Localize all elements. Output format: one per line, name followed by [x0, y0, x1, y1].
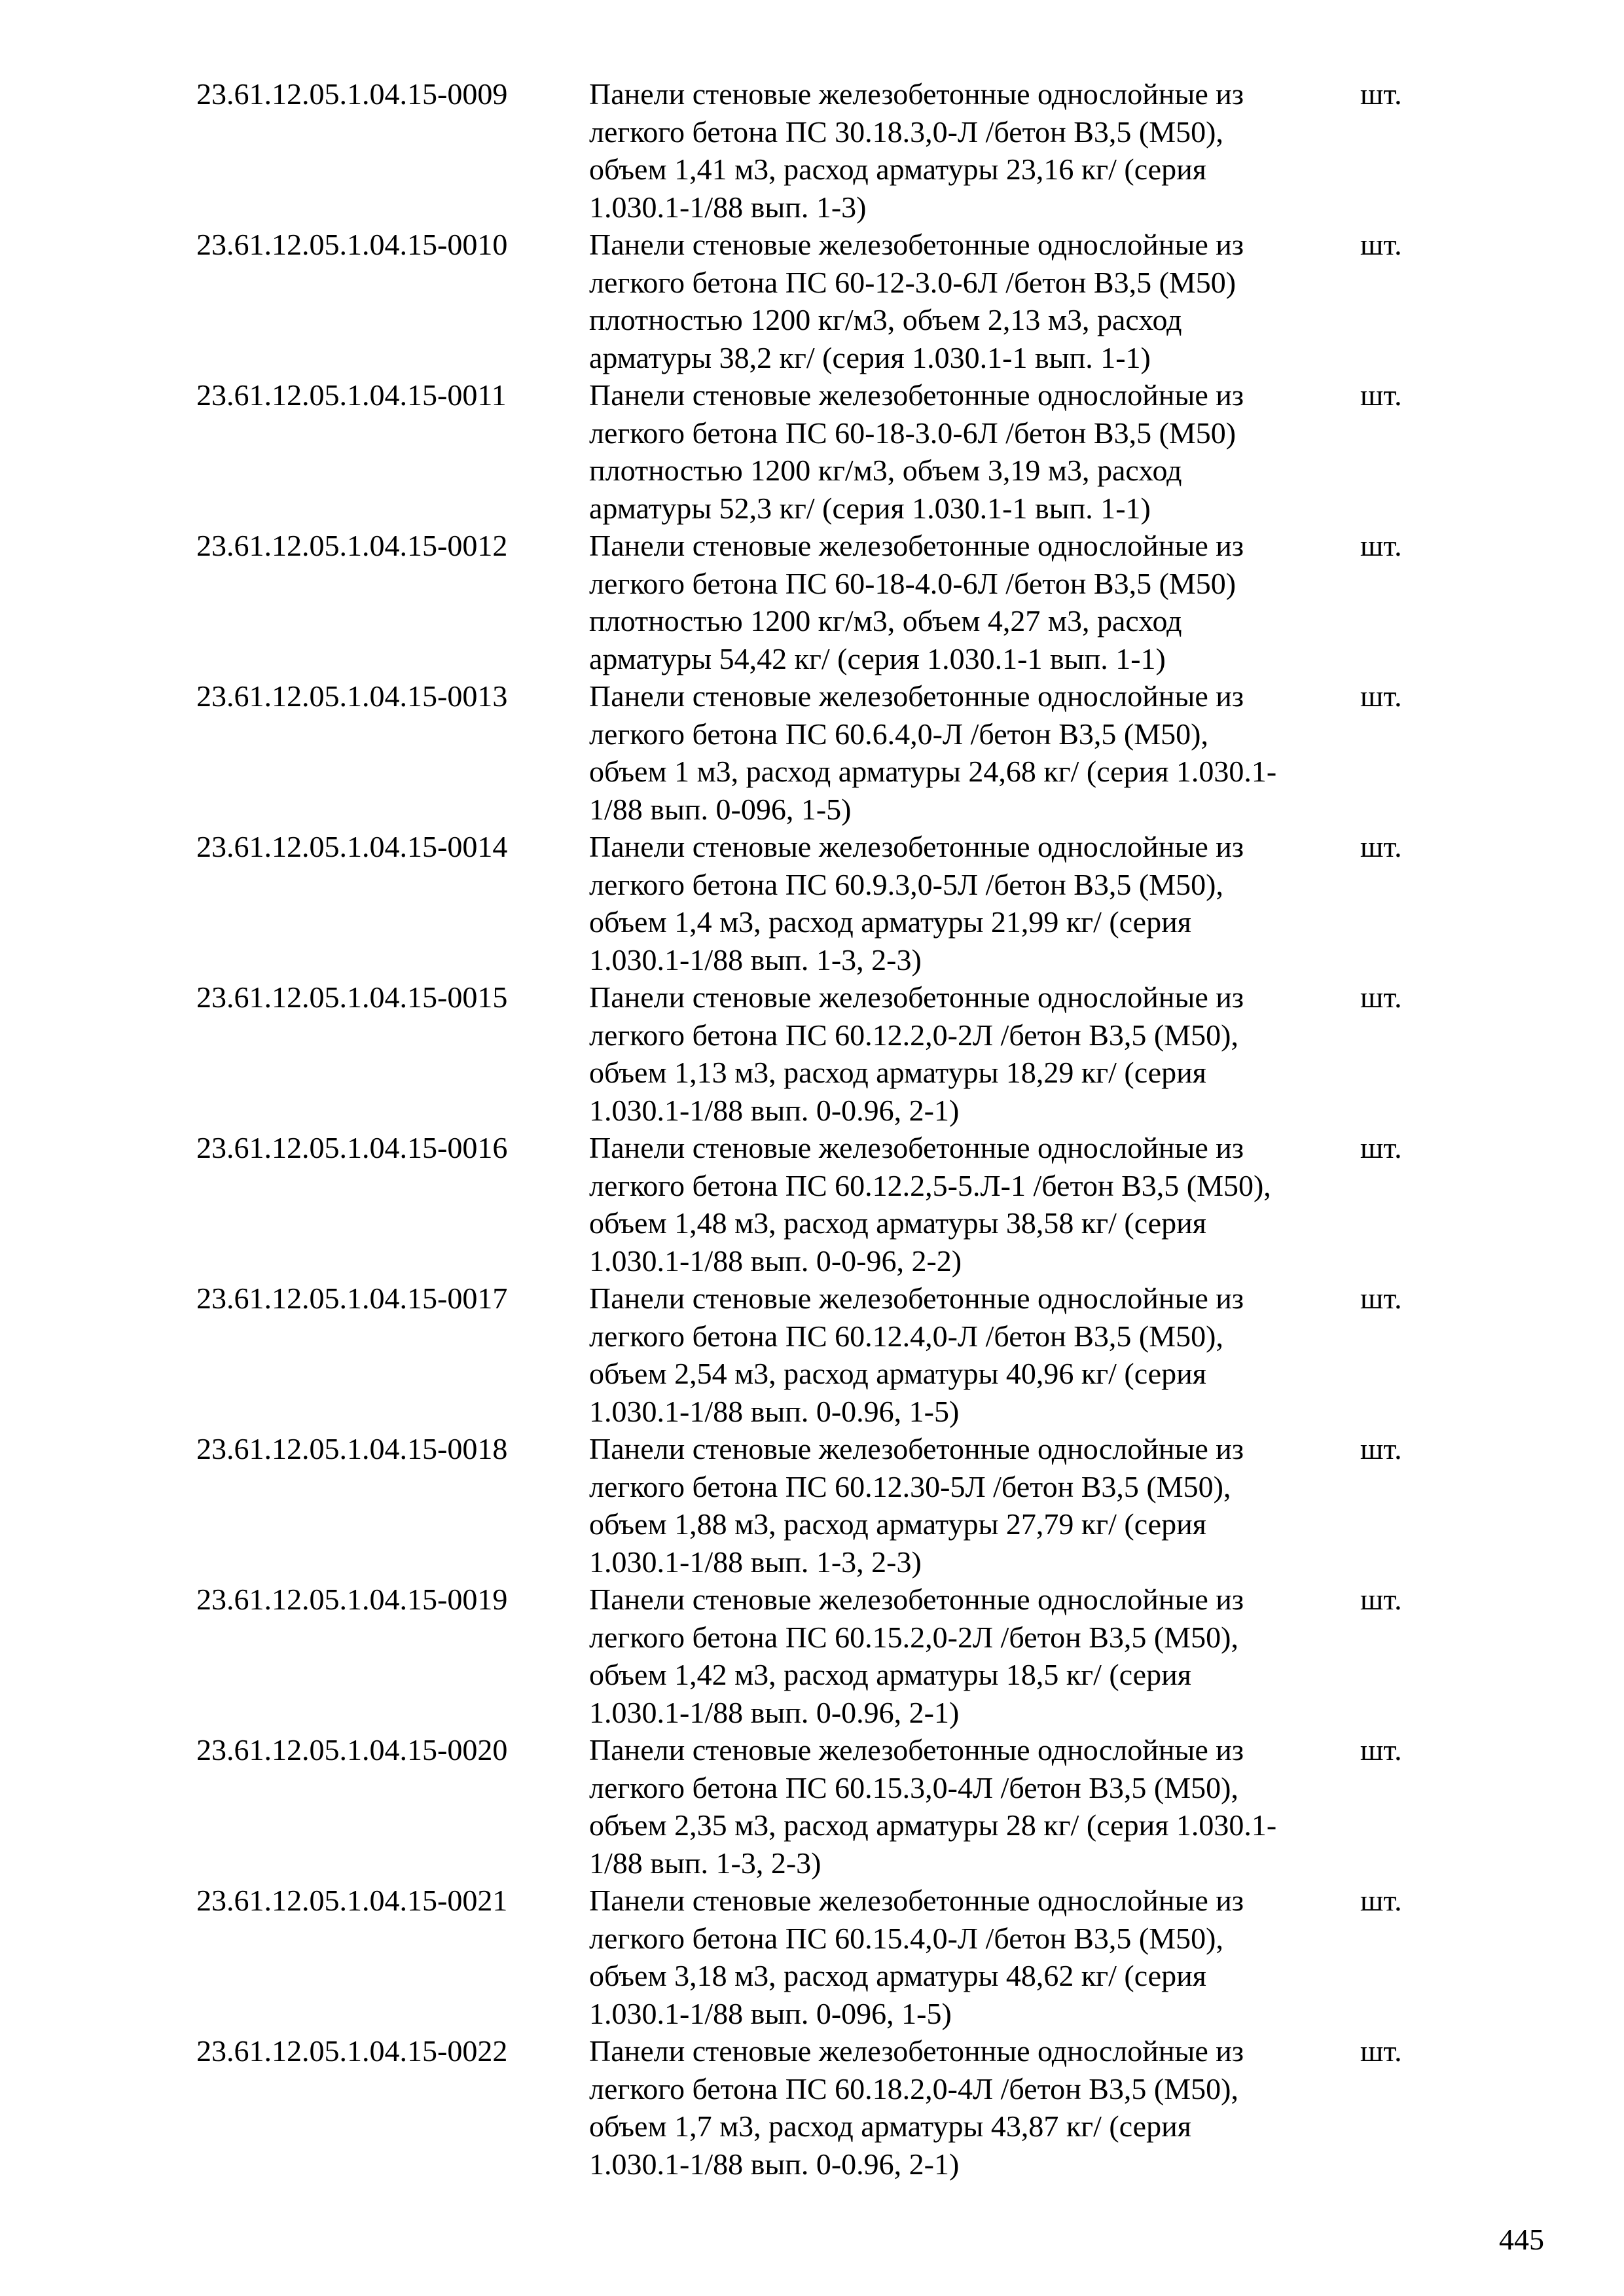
description-line: арматуры 38,2 кг/ (серия 1.030.1-1 вып. 1-1) [589, 340, 1151, 374]
unit-of-measure: шт. [1360, 228, 1402, 261]
unit-of-measure: шт. [1360, 1733, 1402, 1767]
resource-description [589, 2032, 1360, 2183]
resource-code: 23.61.12.05.1.04.15-0009 [196, 77, 508, 111]
description-line: объем 2,54 м3, расход арматуры 40,96 кг/ (серия [589, 1357, 1206, 1390]
description-line: 1.030.1-1/88 вып. 0-096, 1-5) [589, 1996, 952, 2030]
description-line: легкого бетона ПС 60.12.30-5Л /бетон В3,5 (М50), [589, 1469, 1231, 1503]
resource-description [589, 376, 1360, 527]
description-line: объем 3,18 м3, расход арматуры 48,62 кг/ (серия [589, 1959, 1206, 1992]
list-item [196, 2032, 1453, 2183]
unit-of-measure: шт. [1360, 980, 1402, 1014]
resource-description [589, 1882, 1360, 2032]
list-item [196, 978, 1453, 1129]
page-number: 445 [1499, 2223, 1544, 2256]
resource-description [589, 1280, 1360, 1430]
description-line: Панели стеновые железобетонные однослойные из [589, 2034, 1244, 2068]
list-item [196, 1731, 1453, 1882]
unit-of-measure: шт. [1360, 77, 1402, 111]
resource-code: 23.61.12.05.1.04.15-0016 [196, 1131, 508, 1164]
description-line: 1.030.1-1/88 вып. 1-3, 2-3) [589, 942, 922, 977]
description-line: 1/88 вып. 1-3, 2-3) [589, 1846, 821, 1880]
description-line: Панели стеновые железобетонные однослойные из [589, 378, 1244, 412]
list-item [196, 1430, 1453, 1581]
description-line: Панели стеновые железобетонные однослойные из [589, 1733, 1244, 1767]
description-line: объем 1,48 м3, расход арматуры 38,58 кг/ (серия [589, 1206, 1206, 1240]
unit-of-measure: шт. [1360, 378, 1402, 412]
description-line: легкого бетона ПС 60-18-4.0-6Л /бетон В3,5 (М50) [589, 566, 1236, 600]
list-item [196, 376, 1453, 527]
unit-of-measure: шт. [1360, 1282, 1402, 1315]
unit-of-measure: шт. [1360, 1131, 1402, 1164]
resource-code: 23.61.12.05.1.04.15-0013 [196, 679, 508, 713]
list-item [196, 1280, 1453, 1430]
unit-of-measure: шт. [1360, 1583, 1402, 1616]
description-line: Панели стеновые железобетонные однослойные из [589, 830, 1244, 863]
description-line: 1.030.1-1/88 вып. 0-0.96, 2-1) [589, 1695, 960, 1729]
unit-of-measure: шт. [1360, 1432, 1402, 1465]
resource-description [589, 828, 1360, 978]
description-line: легкого бетона ПС 60.9.3,0-5Л /бетон В3,5 (М50), [589, 867, 1223, 901]
description-line: легкого бетона ПС 60.15.2,0-2Л /бетон В3,5 (М50), [589, 1620, 1238, 1654]
description-line: Панели стеновые железобетонные однослойные из [589, 1583, 1244, 1616]
description-line: Панели стеновые железобетонные однослойные из [589, 1432, 1244, 1465]
resource-code: 23.61.12.05.1.04.15-0018 [196, 1432, 508, 1465]
description-line: 1.030.1-1/88 вып. 1-3) [589, 190, 867, 224]
resource-code: 23.61.12.05.1.04.15-0010 [196, 228, 508, 261]
list-item [196, 677, 1453, 828]
list-item [196, 828, 1453, 978]
resource-code: 23.61.12.05.1.04.15-0017 [196, 1282, 508, 1315]
resource-description [589, 1731, 1360, 1882]
description-line: легкого бетона ПС 60-18-3.0-6Л /бетон В3,5 (М50) [589, 416, 1236, 450]
description-line: Панели стеновые железобетонные однослойные из [589, 1282, 1244, 1315]
resource-list [196, 75, 1453, 2183]
resource-description [589, 1129, 1360, 1280]
resource-code: 23.61.12.05.1.04.15-0015 [196, 980, 508, 1014]
resource-code: 23.61.12.05.1.04.15-0020 [196, 1733, 508, 1767]
list-item [196, 527, 1453, 677]
description-line: плотностью 1200 кг/м3, объем 3,19 м3, расход [589, 454, 1182, 487]
description-line: объем 1,88 м3, расход арматуры 27,79 кг/ (серия [589, 1507, 1206, 1541]
resource-code: 23.61.12.05.1.04.15-0019 [196, 1583, 508, 1616]
resource-description [589, 1430, 1360, 1581]
resource-description [589, 1581, 1360, 1731]
resource-description [589, 75, 1360, 226]
description-line: плотностью 1200 кг/м3, объем 2,13 м3, расход [589, 303, 1182, 336]
description-line: Панели стеновые железобетонные однослойные из [589, 980, 1244, 1014]
description-line: объем 2,35 м3, расход арматуры 28 кг/ (серия 1.030.1- [589, 1808, 1277, 1842]
resource-description [589, 978, 1360, 1129]
description-line: Панели стеновые железобетонные однослойные из [589, 679, 1244, 713]
resource-code: 23.61.12.05.1.04.15-0012 [196, 529, 508, 562]
description-line: легкого бетона ПС 60.15.4,0-Л /бетон В3,5 (М50), [589, 1921, 1223, 1955]
description-line: Панели стеновые железобетонные однослойные из [589, 228, 1244, 261]
description-line: 1.030.1-1/88 вып. 0-0.96, 1-5) [589, 1394, 960, 1428]
description-line: Панели стеновые железобетонные однослойные из [589, 1884, 1244, 1917]
description-line: Панели стеновые железобетонные однослойные из [589, 529, 1244, 562]
description-line: объем 1,42 м3, расход арматуры 18,5 кг/ (серия [589, 1658, 1191, 1691]
list-item [196, 1581, 1453, 1731]
description-line: 1.030.1-1/88 вып. 0-0.96, 2-1) [589, 2147, 960, 2181]
resource-description [589, 677, 1360, 828]
resource-code: 23.61.12.05.1.04.15-0014 [196, 830, 508, 863]
resource-description [589, 527, 1360, 677]
description-line: легкого бетона ПС 60.12.2,5-5.Л-1 /бетон В3,5 (М50), [589, 1168, 1271, 1202]
unit-of-measure: шт. [1360, 2034, 1402, 2068]
description-line: плотностью 1200 кг/м3, объем 4,27 м3, расход [589, 604, 1182, 637]
description-line: объем 1,7 м3, расход арматуры 43,87 кг/ (серия [589, 2109, 1191, 2143]
unit-of-measure: шт. [1360, 830, 1402, 863]
description-line: 1.030.1-1/88 вып. 0-0-96, 2-2) [589, 1244, 962, 1278]
list-item [196, 226, 1453, 376]
list-item [196, 1129, 1453, 1280]
resource-code: 23.61.12.05.1.04.15-0011 [196, 378, 507, 412]
resource-description [589, 226, 1360, 376]
description-line: легкого бетона ПС 60.12.2,0-2Л /бетон В3,5 (М50), [589, 1018, 1238, 1052]
description-line: арматуры 52,3 кг/ (серия 1.030.1-1 вып. 1-1) [589, 491, 1151, 525]
description-line: объем 1,4 м3, расход арматуры 21,99 кг/ (серия [589, 905, 1191, 939]
unit-of-measure: шт. [1360, 1884, 1402, 1917]
resource-code: 23.61.12.05.1.04.15-0021 [196, 1884, 508, 1917]
description-line: 1.030.1-1/88 вып. 0-0.96, 2-1) [589, 1093, 960, 1127]
description-line: легкого бетона ПС 60.12.4,0-Л /бетон В3,5 (М50), [589, 1319, 1223, 1353]
description-line: легкого бетона ПС 60.6.4,0-Л /бетон В3,5 (М50), [589, 717, 1208, 751]
description-line: объем 1,13 м3, расход арматуры 18,29 кг/ (серия [589, 1056, 1206, 1089]
description-line: арматуры 54,42 кг/ (серия 1.030.1-1 вып. 1-1) [589, 641, 1166, 675]
description-line: легкого бетона ПС 60.18.2,0-4Л /бетон В3,5 (М50), [589, 2072, 1238, 2106]
description-line: объем 1 м3, расход арматуры 24,68 кг/ (серия 1.030.1- [589, 755, 1277, 788]
resource-code: 23.61.12.05.1.04.15-0022 [196, 2034, 508, 2068]
description-line: Панели стеновые железобетонные однослойные из [589, 77, 1244, 111]
list-item [196, 75, 1453, 226]
description-line: 1.030.1-1/88 вып. 1-3, 2-3) [589, 1545, 922, 1579]
description-line: легкого бетона ПС 60-12-3.0-6Л /бетон В3,5 (М50) [589, 265, 1236, 299]
description-line: Панели стеновые железобетонные однослойные из [589, 1131, 1244, 1164]
unit-of-measure: шт. [1360, 529, 1402, 562]
description-line: 1/88 вып. 0-096, 1-5) [589, 792, 852, 826]
unit-of-measure: шт. [1360, 679, 1402, 713]
list-item [196, 1882, 1453, 2032]
description-line: легкого бетона ПС 30.18.3,0-Л /бетон В3,5 (М50), [589, 115, 1223, 149]
description-line: объем 1,41 м3, расход арматуры 23,16 кг/ (серия [589, 152, 1206, 186]
description-line: легкого бетона ПС 60.15.3,0-4Л /бетон В3,5 (М50), [589, 1770, 1238, 1804]
